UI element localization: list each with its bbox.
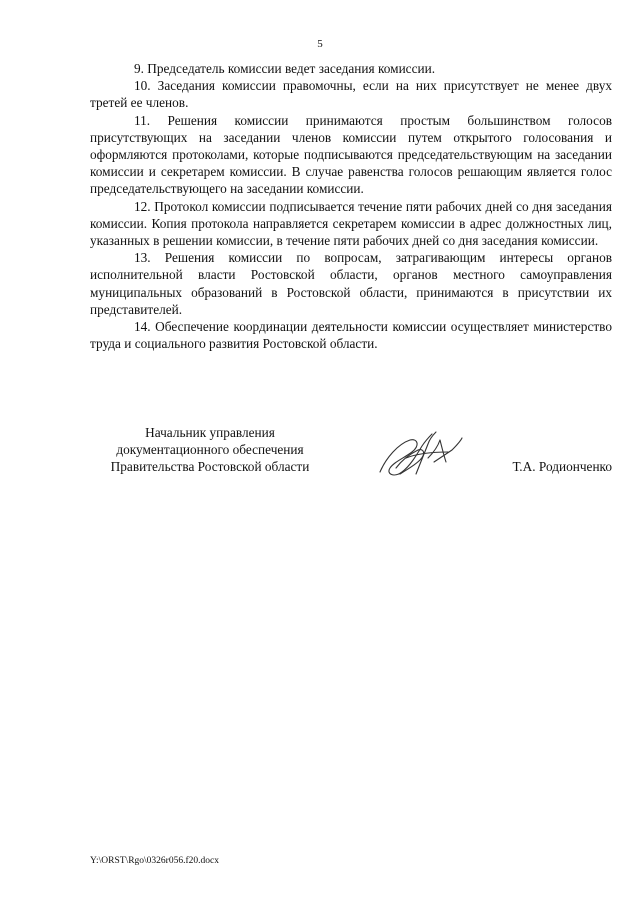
- signatory-title-line-2: документационного обеспечения: [116, 442, 304, 458]
- signatory-name: Т.А. Родионченко: [512, 459, 612, 474]
- paragraph-14: 14. Обеспечение координации деятельности комиссии осуществляет министерство труда и социального развития Ростовской области.: [90, 319, 612, 352]
- paragraph-13: 13. Решения комиссии по вопросам, затрагивающим интересы органов исполнительной власти Ростовской области, органов местного самоуправления муниципальных образований в Ростовской области, принимаются в присутствии их представителей.: [90, 250, 612, 317]
- signature-block: [90, 424, 612, 484]
- page-number: 5: [317, 38, 323, 50]
- paragraph-10: 10. Заседания комиссии правомочны, если на них присутствует не менее двух третей ее членов.: [90, 78, 612, 111]
- handwritten-signature: [376, 428, 466, 484]
- signatory-title-line-3: Правительства Ростовской области: [110, 459, 310, 475]
- paragraph-9: 9. Председатель комиссии ведет заседания комиссии.: [134, 61, 436, 76]
- paragraph-11: 11. Решения комиссии принимаются простым большинством голосов присутствующих на заседании членов комиссии путем открытого голосования и оформляются протоколами, которые подписываются председательствующим на заседании комиссии и секретарем комиссии. В случае равенства голосов решающим является голос председательствующего на заседании комиссии.: [90, 112, 612, 197]
- signatory-title: [90, 424, 330, 476]
- footer-file-path: Y:\ORST\Rgo\0326r056.f20.docx: [90, 856, 219, 866]
- signatory-title-line-1: Начальник управления: [145, 425, 275, 440]
- paragraph-12: 12. Протокол комиссии подписывается течение пяти рабочих дней со дня заседания комиссии. Копия протокола направляется секретарем комиссии в адрес должностных лиц, указанных в решении комиссии, в течение пяти рабочих дней со дня заседания комиссии.: [90, 198, 612, 249]
- document-body: [90, 60, 612, 352]
